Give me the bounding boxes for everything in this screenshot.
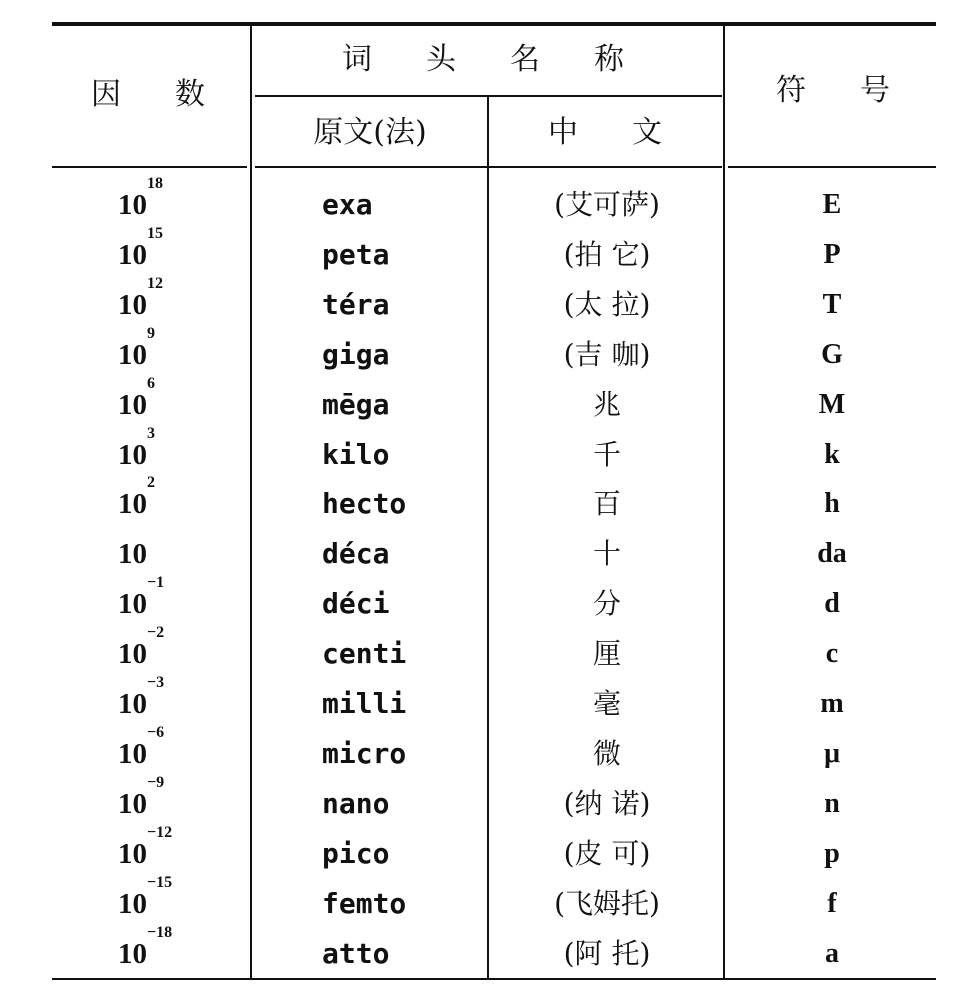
factor-base: 10 — [118, 388, 147, 421]
table-row — [0, 175, 960, 230]
chinese-name-cell: (艾可萨) — [554, 188, 660, 221]
factor-cell — [118, 424, 155, 480]
original-name-cell: déci — [322, 587, 390, 621]
factor-cell — [118, 175, 163, 230]
original-name-cell: peta — [322, 237, 390, 271]
factor-exponent: 3 — [147, 424, 155, 442]
symbol-cell: f — [827, 887, 837, 919]
factor-exponent: 9 — [147, 324, 155, 342]
table-row — [0, 923, 960, 979]
table-row — [0, 529, 960, 579]
factor-base: 10 — [118, 887, 147, 920]
symbol-cell: h — [824, 488, 840, 520]
factor-base: 10 — [118, 638, 147, 671]
original-name-cell: micro — [322, 736, 407, 770]
symbol-cell: T — [822, 288, 842, 320]
symbol-cell: n — [824, 787, 840, 819]
table-row — [0, 224, 960, 280]
factor-exponent: −15 — [147, 873, 173, 891]
chinese-name-cell: 百 — [592, 487, 622, 521]
factor-cell — [118, 529, 147, 579]
chinese-name-cell: (飞姆托) — [554, 886, 660, 920]
original-name-cell: exa — [322, 188, 373, 221]
factor-cell — [118, 374, 155, 430]
original-name-cell: kilo — [322, 437, 390, 471]
table-row — [0, 873, 960, 929]
header-bottom-rule-left — [52, 166, 247, 168]
symbol-cell: μ — [824, 737, 840, 769]
chinese-name-cell: (纳 诺) — [563, 786, 651, 820]
symbol-cell: d — [824, 588, 840, 620]
factor-exponent: −1 — [147, 574, 165, 592]
table-row — [0, 723, 960, 779]
factor-base: 10 — [118, 937, 147, 970]
table-row — [0, 624, 960, 679]
chinese-name-cell: 十 — [592, 537, 622, 571]
table-row — [0, 324, 960, 380]
original-name-cell: giga — [322, 337, 390, 371]
original-name-cell: téra — [322, 287, 390, 321]
factor-cell — [118, 274, 163, 330]
factor-cell — [118, 574, 165, 629]
chinese-name-cell: 千 — [592, 437, 622, 471]
symbol-cell: P — [823, 238, 841, 270]
top-rule — [52, 22, 936, 26]
table-row — [0, 274, 960, 330]
factor-exponent: −6 — [147, 723, 165, 741]
original-name-cell: atto — [322, 936, 390, 970]
symbol-cell: p — [824, 837, 840, 869]
factor-cell — [118, 773, 165, 829]
factor-cell — [118, 474, 155, 529]
symbol-cell: c — [825, 638, 839, 670]
header-chinese: 中文 — [548, 115, 716, 150]
chinese-name-cell: (拍 它) — [563, 237, 651, 271]
factor-exponent: −9 — [147, 773, 165, 791]
original-name-cell: femto — [322, 886, 407, 920]
table-row — [0, 773, 960, 829]
symbol-cell: M — [818, 388, 846, 420]
factor-base: 10 — [118, 837, 147, 870]
original-name-cell: centi — [322, 637, 407, 671]
chinese-name-cell: 毫 — [592, 687, 622, 720]
factor-base: 10 — [118, 189, 147, 221]
factor-exponent: 18 — [147, 175, 163, 192]
chinese-name-cell: (皮 可) — [563, 836, 651, 870]
table-row — [0, 474, 960, 529]
original-name-cell: déca — [322, 537, 390, 571]
factor-cell — [118, 823, 173, 879]
factor-cell — [118, 324, 155, 380]
factor-base: 10 — [118, 787, 147, 820]
factor-base: 10 — [118, 338, 147, 371]
factor-base: 10 — [118, 737, 147, 770]
original-name-cell: hecto — [322, 487, 407, 521]
table-row — [0, 823, 960, 879]
factor-exponent: 12 — [147, 274, 163, 292]
factor-exponent: −2 — [147, 624, 165, 642]
factor-base: 10 — [118, 688, 147, 720]
chinese-name-cell: (太 拉) — [563, 287, 651, 321]
factor-exponent: −18 — [147, 923, 173, 941]
original-name-cell: pico — [322, 836, 390, 870]
chinese-name-cell: 微 — [592, 736, 622, 770]
original-name-cell: nano — [322, 786, 390, 820]
factor-cell — [118, 873, 173, 929]
table-row — [0, 674, 960, 729]
factor-base: 10 — [118, 488, 147, 521]
header-prefix-name: 词头名称 — [342, 42, 678, 77]
table-row — [0, 374, 960, 430]
original-name-cell: mēga — [322, 387, 390, 421]
header-symbol: 符号 — [776, 73, 944, 108]
symbol-cell: E — [822, 189, 842, 220]
factor-cell — [118, 624, 165, 679]
factor-exponent: −12 — [147, 823, 173, 841]
factor-exponent: 6 — [147, 374, 155, 392]
symbol-cell: m — [820, 688, 844, 719]
factor-cell — [118, 674, 165, 729]
chinese-name-cell: 分 — [592, 587, 622, 621]
factor-exponent: −3 — [147, 674, 165, 691]
symbol-cell: a — [825, 937, 839, 969]
symbol-cell: k — [824, 438, 840, 470]
chinese-name-cell: (吉 咖) — [563, 337, 651, 371]
symbol-cell: G — [821, 338, 843, 370]
factor-base: 10 — [118, 588, 147, 621]
factor-base: 10 — [118, 438, 147, 471]
chinese-name-cell: (阿 托) — [563, 936, 651, 970]
table-row — [0, 424, 960, 480]
factor-base: 10 — [118, 238, 147, 271]
factor-base: 10 — [118, 538, 147, 571]
header-factor: 因数 — [91, 77, 259, 112]
original-name-cell: milli — [322, 687, 407, 720]
factor-base: 10 — [118, 288, 147, 321]
factor-exponent: 15 — [147, 224, 163, 242]
table-row — [0, 574, 960, 629]
factor-exponent: 2 — [147, 474, 155, 492]
factor-cell — [118, 224, 163, 280]
symbol-cell: da — [817, 538, 847, 570]
chinese-name-cell: 厘 — [592, 637, 622, 671]
factor-cell — [118, 923, 173, 979]
factor-cell — [118, 723, 165, 779]
header-bottom-rule-right — [728, 166, 936, 168]
header-original: 原文(法) — [313, 115, 427, 150]
chinese-name-cell: 兆 — [592, 387, 622, 421]
